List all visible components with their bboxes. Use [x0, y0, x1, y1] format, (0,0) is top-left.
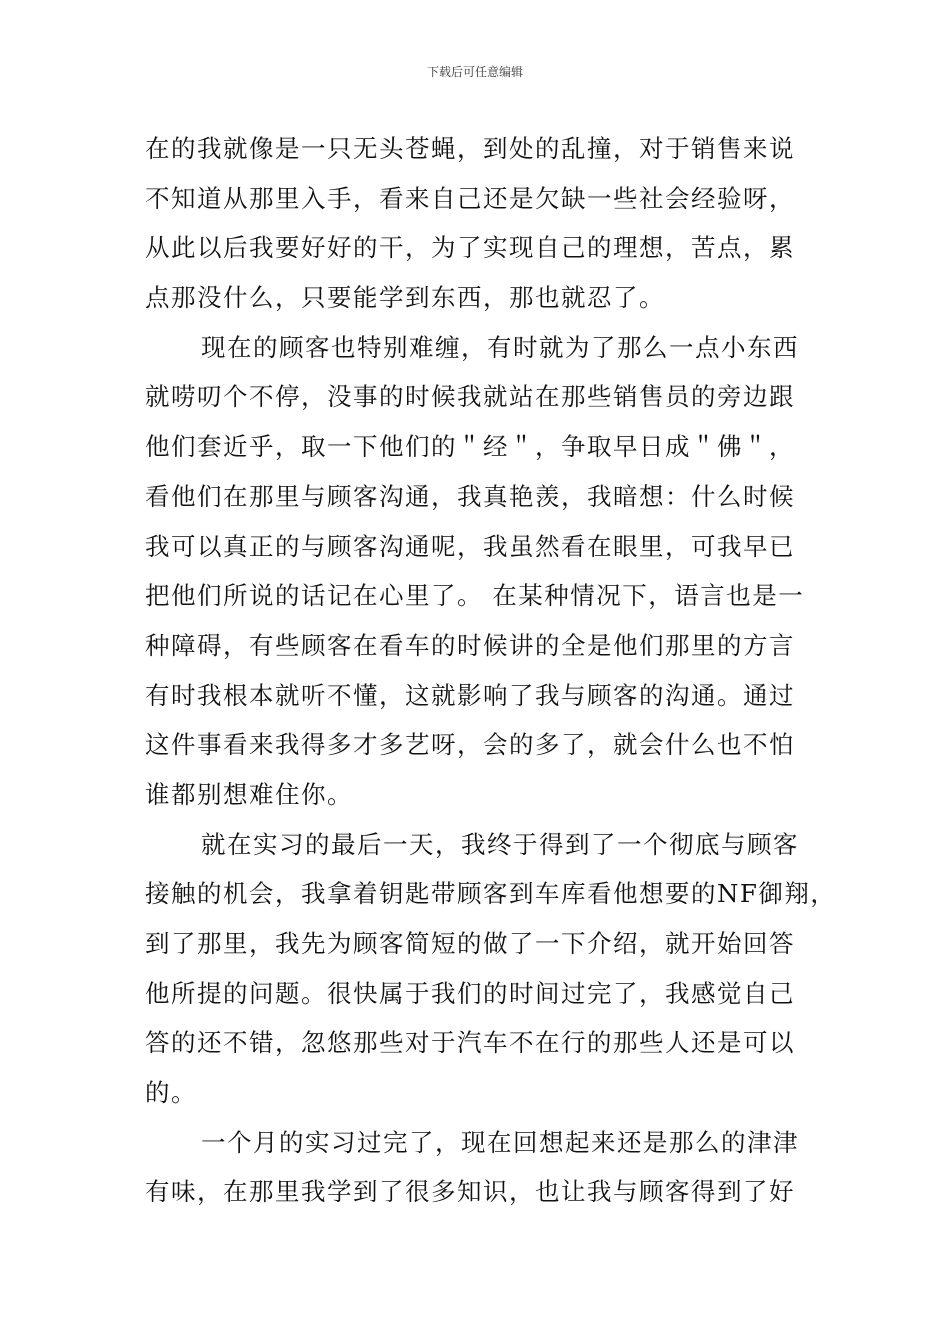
text-line: 看他们在那里与顾客沟通，我真艳羡，我暗想：什么时候: [145, 481, 795, 511]
text-line: 的。: [145, 1078, 197, 1108]
text-line: 就在实习的最后一天，我终于得到了一个彻底与顾客: [201, 829, 799, 859]
text-line: 在的我就像是一只无头苍蝇，到处的乱撞，对于销售来说: [145, 134, 795, 163]
text-line: 就唠叨个不停，没事的时候我就站在那些销售员的旁边跟: [145, 382, 795, 412]
paragraph: [145, 124, 815, 323]
paragraph: [145, 1118, 815, 1217]
text-line: 把他们所说的话记在心里了。 在某种情况下，语言也是一: [145, 581, 805, 611]
text-line: 到了那里，我先为顾客简短的做了一下介绍，就开始回答: [145, 929, 795, 958]
text-line: 有时我根本就听不懂，这就影响了我与顾客的沟通。通过: [145, 680, 795, 710]
text-line: 他们套近乎，取一下他们的＂经＂，争取早日成＂佛＂，: [145, 432, 795, 462]
text-line: 谁都别想难住你。: [145, 779, 353, 809]
document-body: [145, 124, 837, 1217]
text-line: 我可以真正的与顾客沟通呢，我虽然看在眼里，可我早已: [145, 531, 795, 561]
text-line: 他所提的问题。很快属于我们的时间过完了，我感觉自己: [145, 978, 795, 1008]
text-line: 现在的顾客也特别难缠，有时就为了那么一点小东西: [201, 332, 799, 362]
text-line: 这件事看来我得多才多艺呀，会的多了，就会什么也不怕: [145, 730, 795, 760]
text-line: 种障碍，有些顾客在看车的时候讲的全是他们那里的方言: [145, 630, 795, 660]
text-line: 从此以后我要好好的干，为了实现自己的理想，苦点，累: [145, 233, 795, 263]
paragraph: [145, 820, 837, 1118]
text-line: 点那没什么，只要能学到东西，那也就忍了。: [145, 283, 665, 313]
text-line: 答的还不错，忽悠那些对于汽车不在行的那些人还是可以: [145, 1028, 795, 1058]
text-line: 接触的机会，我拿着钥匙带顾客到车库看他想要的NF御翔，: [145, 879, 837, 909]
text-line: 不知道从那里入手，看来自己还是欠缺一些社会经验呀，: [145, 183, 795, 213]
paragraph: [145, 323, 815, 820]
text-line: 有味，在那里我学到了很多知识，也让我与顾客得到了好: [145, 1177, 795, 1207]
page-header: 下载后可任意编辑: [426, 65, 523, 79]
text-line: 一个月的实习过完了，现在回想起来还是那么的津津: [201, 1127, 799, 1157]
